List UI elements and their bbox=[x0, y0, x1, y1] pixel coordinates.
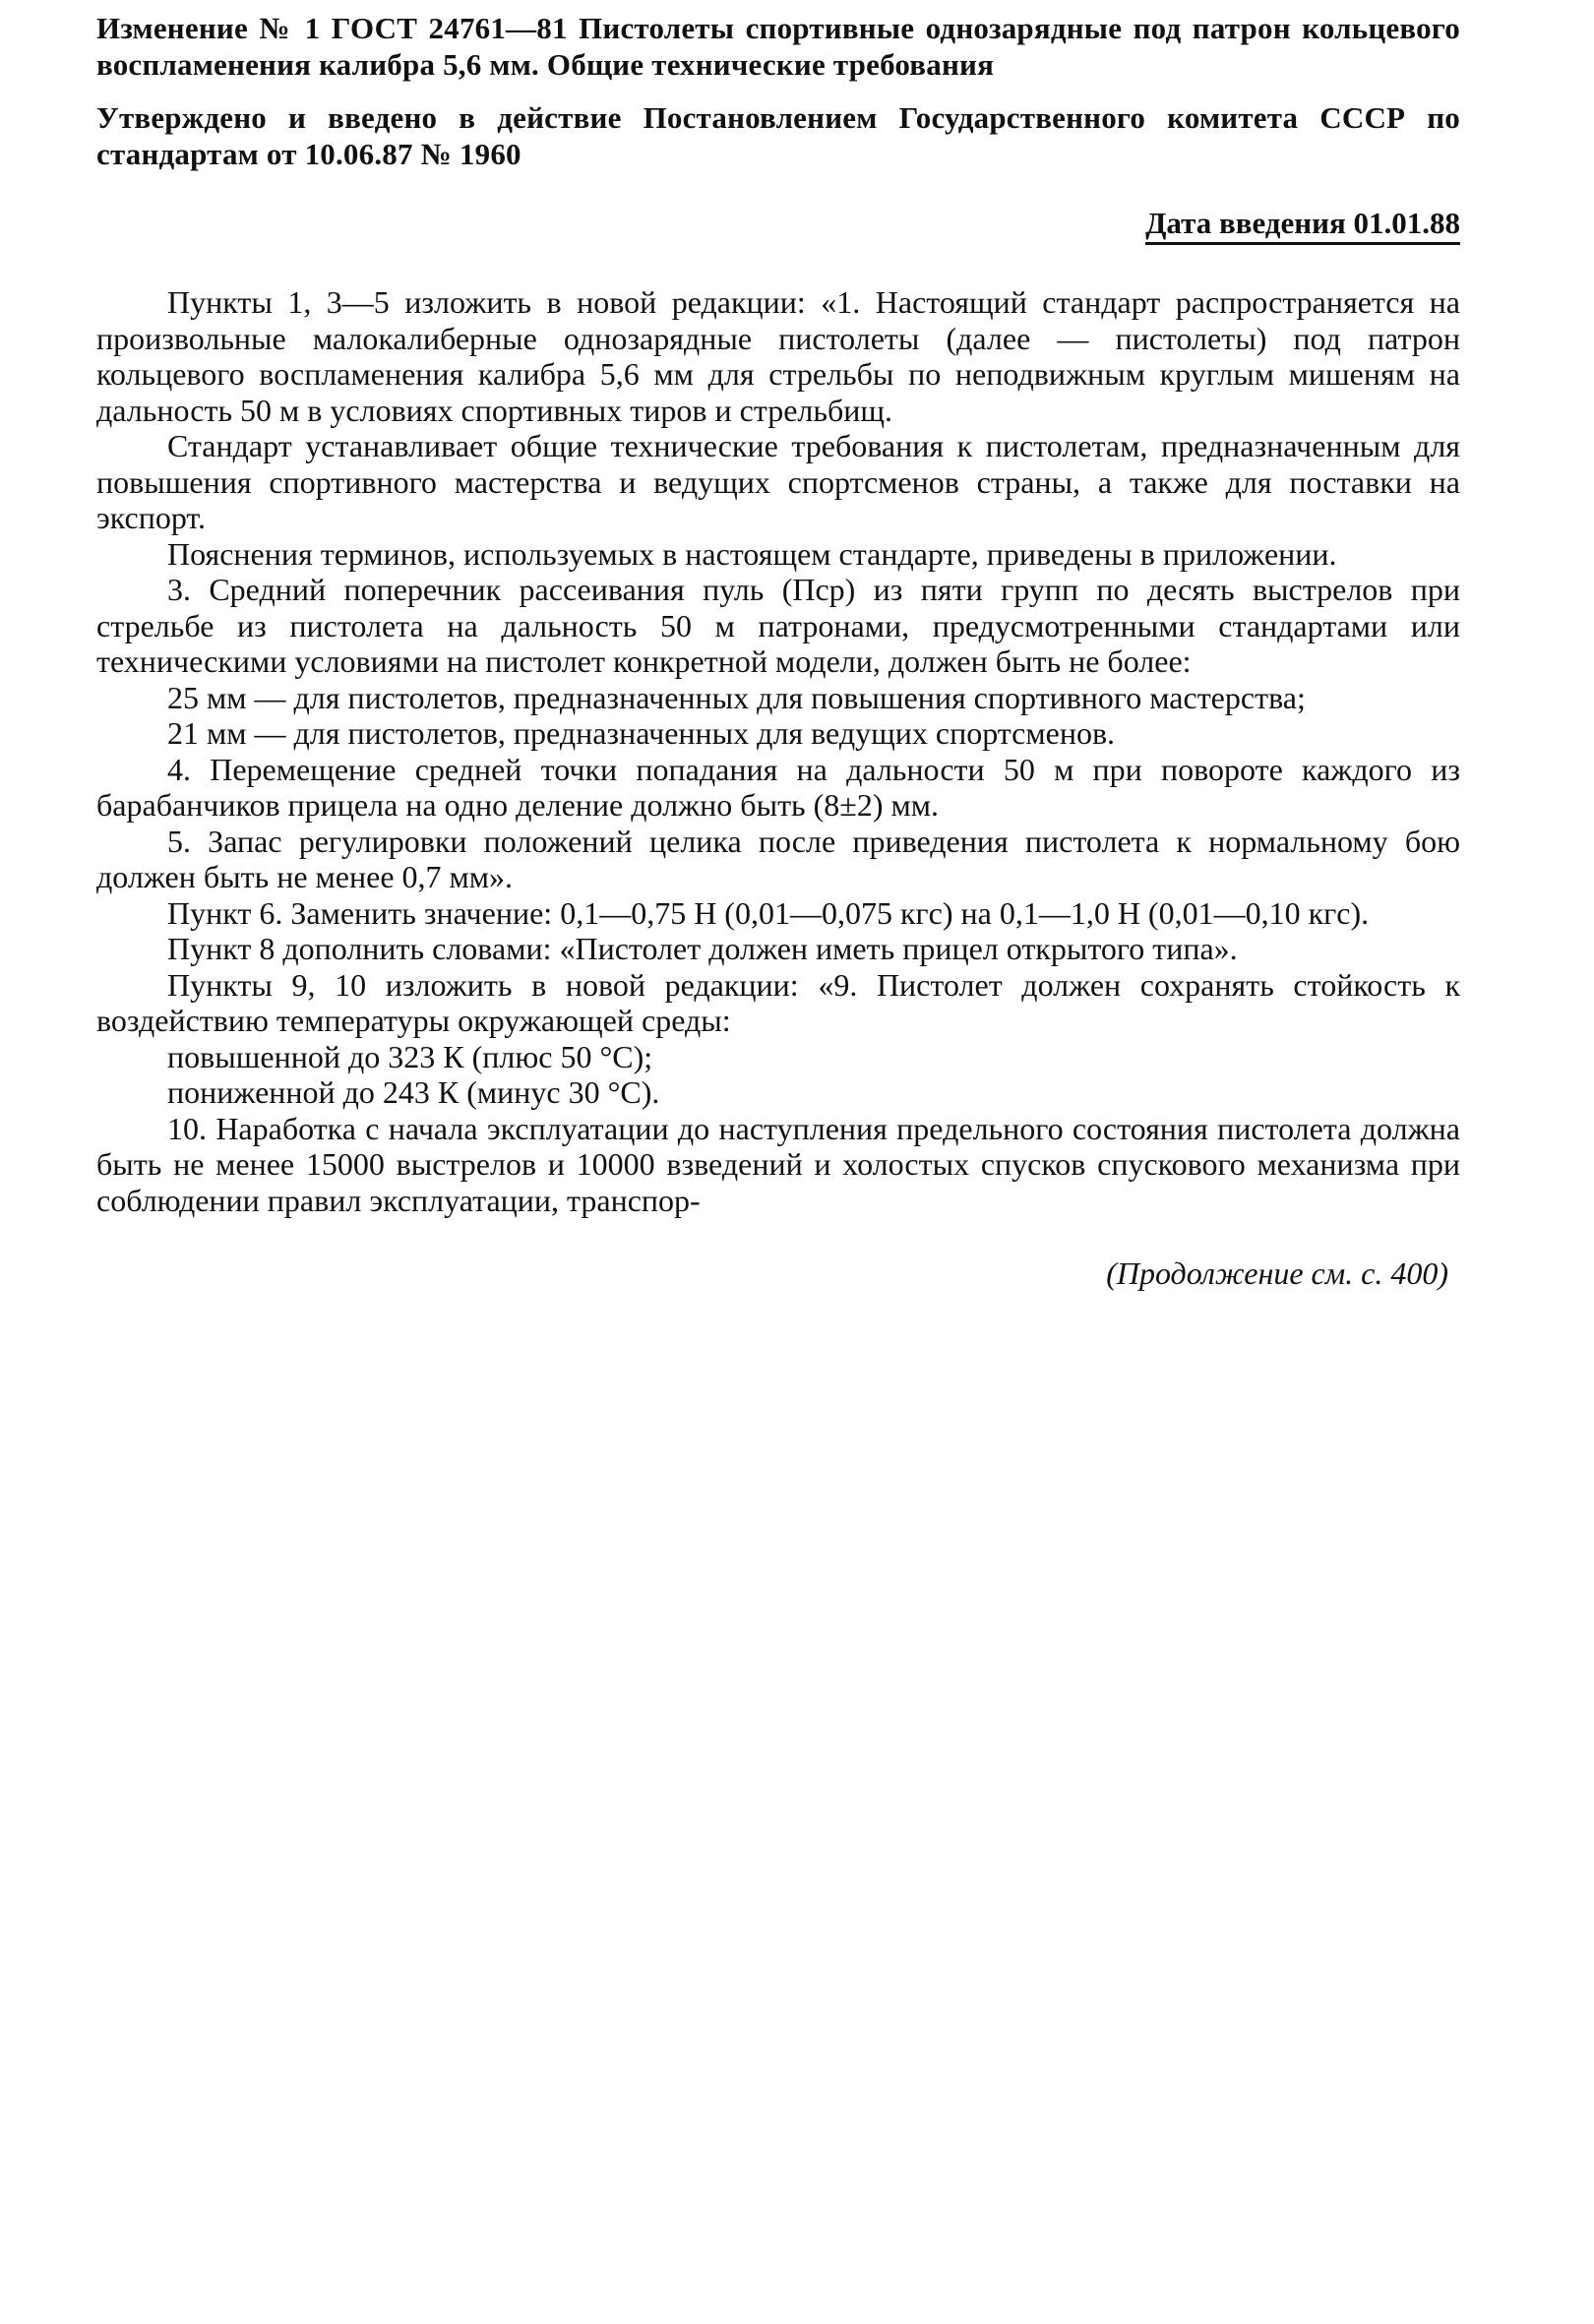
amendment-title: Изменение № 1 ГОСТ 24761—81 Пистолеты спортивные однозарядные под патрон кольцевого воспламенения калибра 5,6 мм. Общие технические требования bbox=[96, 11, 1460, 82]
paragraph: Пункт 8 дополнить словами: «Пистолет должен иметь прицел открытого типа». bbox=[167, 931, 1238, 966]
paragraph: 4. Перемещение средней точки попадания на дальности 50 м при повороте каждого из барабанчиков прицела на одно деление должно быть (8±2) мм. bbox=[96, 751, 1460, 823]
paragraph: Пункты 1, 3—5 изложить в новой редакции: «1. Настоящий стандарт распространяется на произвольные малокалиберные однозарядные пистолеты (далее — пистолеты) под патрон кольцевого воспламенения калибра 5,6 мм для стрельбы по неподвижным круглым мишеням на дальность 50 м в условиях спортивных тиров и стрельбищ. bbox=[96, 284, 1460, 428]
effective-date: Дата введения 01.01.88 bbox=[1145, 205, 1460, 245]
paragraph: 25 мм — для пистолетов, предназначенных для повышения спортивного мастерства; bbox=[167, 679, 1306, 715]
paragraph: повышенной до 323 К (плюс 50 °С); bbox=[167, 1038, 653, 1074]
approval-statement: Утверждено и введено в действие Постановлением Государственного комитета СССР по стандартам от 10.06.87 № 1960 bbox=[96, 100, 1460, 171]
paragraph: Стандарт устанавливает общие технические требования к пистолетам, предназначенным для повышения спортивного мастерства и ведущих спортсменов страны, а также для поставки на экспорт. bbox=[96, 428, 1460, 535]
paragraph: Пункты 9, 10 изложить в новой редакции: «9. Пистолет должен сохранять стойкость к воздействию температуры окружающей среды: bbox=[96, 966, 1460, 1038]
paragraph: 10. Наработка с начала эксплуатации до наступления предельного состояния пистолета должна быть не менее 15000 выстрелов и 10000 взведений и холостых спусков спускового механизма при соблюдении правил эксплуатации, транспор- bbox=[96, 1110, 1460, 1218]
body-text bbox=[96, 284, 1460, 1218]
effective-date-line bbox=[96, 205, 1460, 245]
paragraph: 21 мм — для пистолетов, предназначенных для ведущих спортсменов. bbox=[167, 715, 1116, 751]
document-page bbox=[96, 10, 1460, 1291]
continuation-note: (Продолжение см. с. 400) bbox=[1106, 1255, 1448, 1291]
paragraph: 5. Запас регулировки положений целика после приведения пистолета к нормальному бою должен быть не менее 0,7 мм». bbox=[96, 823, 1460, 894]
paragraph: пониженной до 243 К (минус 30 °С). bbox=[167, 1074, 660, 1110]
paragraph: 3. Средний поперечник рассеивания пуль (Пср) из пяти групп по десять выстрелов при стрельбе из пистолета на дальность 50 м патронами, предусмотренными стандартами или техническими условиями на пистолет конкретной модели, должен быть не более: bbox=[96, 572, 1460, 679]
paragraph: Пункт 6. Заменить значение: 0,1—0,75 Н (0,01—0,075 кгс) на 0,1—1,0 Н (0,01—0,10 кгс). bbox=[167, 894, 1370, 931]
paragraph: Пояснения терминов, используемых в настоящем стандарте, приведены в приложении. bbox=[167, 535, 1337, 572]
